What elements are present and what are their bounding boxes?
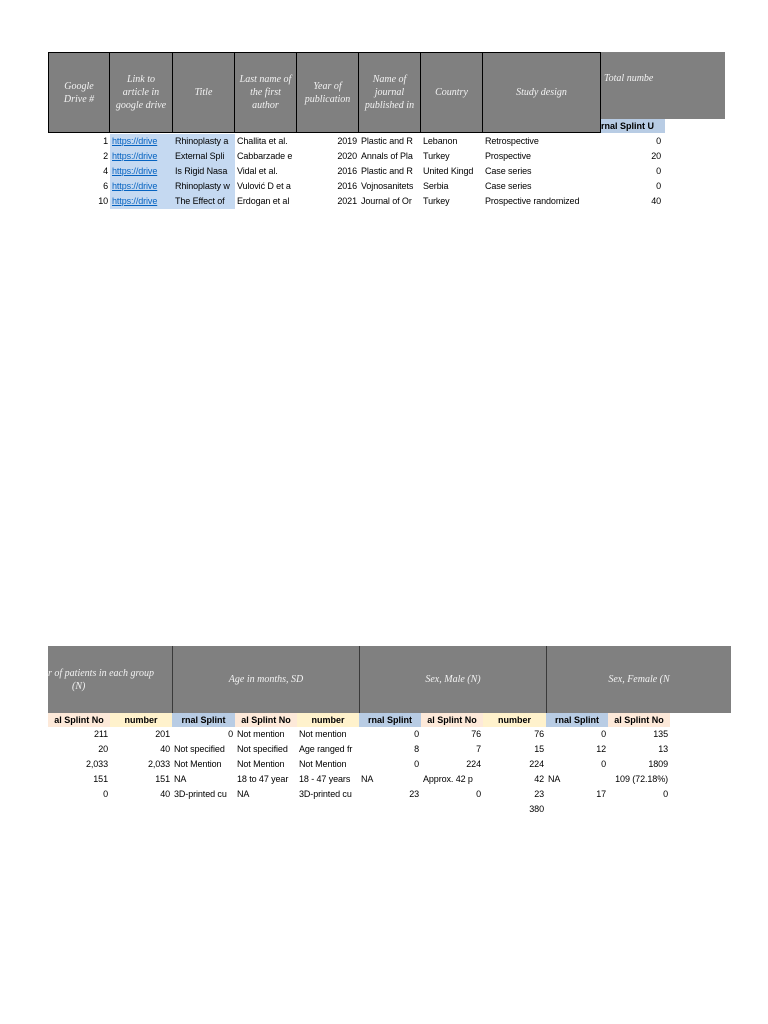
patients-number-cell: 40	[160, 789, 170, 799]
article-link[interactable]: https://drive	[110, 194, 173, 209]
male-number-cell: 15	[534, 744, 544, 754]
first-author-cell: Vulović D et a	[237, 181, 291, 191]
header-line: r of patients in each group	[48, 667, 155, 679]
female-splint-no-cell: 13	[658, 744, 668, 754]
header-line: published in	[364, 100, 415, 111]
age-number-cell: Not Mention	[299, 759, 347, 769]
female-external-splint-cell: NA	[548, 774, 561, 784]
article-link[interactable]: https://drive	[110, 134, 173, 149]
age-number-cell: Age ranged fr	[299, 744, 353, 754]
article-link[interactable]: https://drive	[110, 149, 173, 164]
country-cell: Turkey	[423, 196, 450, 206]
age-external-splint-cell: 3D-printed cu	[174, 789, 227, 799]
title-cell: Rhinoplasty w	[173, 179, 235, 194]
age-external-splint-cell: NA	[174, 774, 187, 784]
age-external-splint-cell: Not Mention	[174, 759, 222, 769]
study-design-cell: Retrospective	[485, 136, 539, 146]
header-line: Year of	[313, 80, 342, 92]
header-age	[172, 646, 359, 713]
female-splint-no-cell: 109 (72.18%)	[615, 774, 668, 784]
country-cell: Lebanon	[423, 136, 458, 146]
subheader-number: number	[110, 713, 172, 727]
header-line: Title	[194, 87, 213, 98]
header-link-to-article	[110, 53, 173, 132]
first-author-cell: Challita et al.	[237, 136, 288, 146]
female-splint-no-cell: 0	[663, 789, 668, 799]
female-external-splint-cell: 0	[601, 729, 606, 739]
country-cell: Turkey	[423, 151, 450, 161]
patients-number-cell: 151	[155, 774, 170, 784]
header-line: Sex, Male (N)	[425, 674, 481, 685]
bottom-table-subheader	[48, 713, 670, 727]
bottom-table-body	[48, 727, 670, 817]
male-splint-no-cell: 224	[466, 759, 481, 769]
subheader-number: number	[483, 713, 546, 727]
age-external-splint-cell	[172, 802, 235, 817]
header-line: Google	[64, 80, 94, 92]
bottom-table-header	[48, 646, 731, 713]
age-number-cell: 3D-printed cu	[299, 789, 352, 799]
male-splint-no-cell	[421, 802, 483, 817]
header-line: Total numbe	[604, 73, 654, 84]
country-cell: United Kingd	[423, 166, 474, 176]
male-number-total-cell: 380	[529, 804, 544, 814]
first-author-cell: Vidal et al.	[237, 166, 278, 176]
header-year	[297, 53, 359, 132]
header-journal	[359, 53, 421, 132]
header-google-drive-number	[49, 53, 110, 132]
patients-number-cell: 201	[155, 729, 170, 739]
title-cell: Is Rigid Nasa	[173, 164, 235, 179]
male-external-splint-cell: 23	[409, 789, 419, 799]
male-number-cell: 76	[534, 729, 544, 739]
article-link[interactable]: https://drive	[110, 164, 173, 179]
header-line: Last name of	[239, 74, 292, 85]
header-title	[173, 53, 235, 132]
patients-splint-no-cell: 211	[93, 729, 108, 739]
study-design-cell: Prospective randomized	[485, 196, 580, 206]
country-cell: Serbia	[423, 181, 449, 191]
age-number-cell: 18 - 47 years	[299, 774, 351, 784]
male-external-splint-cell: NA	[361, 774, 374, 784]
drive-number-cell: 4	[103, 166, 108, 176]
subheader-splint-no: al Splint No	[235, 713, 297, 727]
age-splint-no-cell: 18 to 47 year	[237, 774, 289, 784]
journal-cell: Journal of Or	[361, 196, 412, 206]
subheader-splint-no: al Splint No	[608, 713, 670, 727]
year-cell: 2021	[337, 196, 357, 206]
top-table-body	[48, 134, 663, 209]
female-splint-no-cell	[608, 802, 670, 817]
header-sex-male	[359, 646, 546, 713]
header-total-number	[601, 52, 725, 119]
patients-number-cell: 2,033	[147, 759, 170, 769]
subheader-splint-no: al Splint No	[421, 713, 483, 727]
year-cell: 2020	[337, 151, 357, 161]
year-cell: 2016	[337, 166, 357, 176]
header-line: (N)	[72, 680, 86, 692]
header-line: Sex, Female (N	[608, 674, 670, 685]
article-link[interactable]: https://drive	[110, 179, 173, 194]
header-line: google drive	[115, 100, 167, 111]
journal-cell: Vojnosanitets	[361, 181, 414, 191]
header-line: Link to	[126, 74, 156, 85]
female-external-splint-cell	[546, 802, 608, 817]
female-external-splint-cell: 12	[596, 744, 606, 754]
journal-cell: Plastic and R	[361, 136, 413, 146]
title-cell: The Effect of	[173, 194, 235, 209]
male-external-splint-cell: 0	[414, 729, 419, 739]
header-study-design	[483, 53, 600, 132]
age-splint-no-cell: Not mention	[237, 729, 285, 739]
header-line: journal	[374, 87, 405, 98]
patients-number-cell: 40	[160, 744, 170, 754]
female-splint-no-cell: 135	[653, 729, 668, 739]
header-line: Country	[435, 87, 468, 98]
header-patients-per-group	[48, 646, 172, 713]
age-splint-no-cell: Not Mention	[237, 759, 285, 769]
age-splint-no-cell: Not specified	[237, 744, 288, 754]
header-line: article in	[122, 87, 160, 98]
header-sex-female	[546, 646, 731, 713]
header-line: Drive #	[63, 93, 95, 105]
study-design-cell: Case series	[485, 166, 532, 176]
male-splint-no-cell: Approx. 42 p	[423, 774, 473, 784]
patients-splint-no-cell: 151	[93, 774, 108, 784]
drive-number-cell: 1	[103, 136, 108, 146]
header-first-author	[235, 53, 297, 132]
patients-splint-no-cell: 0	[103, 789, 108, 799]
subheader-external-splint: rnal Splint	[546, 713, 608, 727]
male-splint-no-cell: 76	[471, 729, 481, 739]
study-design-cell: Case series	[485, 181, 532, 191]
age-splint-no-cell	[235, 802, 297, 817]
header-line: Age in months, SD	[228, 674, 304, 685]
age-external-splint-cell: Not specified	[174, 744, 225, 754]
header-line: Study design	[516, 87, 567, 98]
study-design-cell: Prospective	[485, 151, 531, 161]
header-line: publication	[304, 93, 351, 105]
year-cell: 2019	[337, 136, 357, 146]
total-number-cell: 20	[651, 151, 661, 161]
journal-cell: Annals of Pla	[361, 151, 413, 161]
female-external-splint-cell: 0	[601, 759, 606, 769]
header-line: the first	[250, 87, 281, 98]
header-line: Name of	[372, 74, 407, 85]
total-number-cell: 40	[651, 196, 661, 206]
female-splint-no-cell: 1809	[648, 759, 668, 769]
male-external-splint-cell	[359, 802, 421, 817]
first-author-cell: Erdogan et al	[237, 196, 290, 206]
male-splint-no-cell: 7	[476, 744, 481, 754]
patients-splint-no-cell: 2,033	[85, 759, 108, 769]
total-number-subheader: rnal Splint U	[601, 119, 665, 133]
subheader-external-splint: rnal Splint	[359, 713, 421, 727]
male-external-splint-cell: 8	[414, 744, 419, 754]
total-number-cell: 0	[656, 181, 661, 191]
total-number-cell: 0	[656, 166, 661, 176]
subheader-number: number	[297, 713, 359, 727]
subheader-external-splint: rnal Splint	[172, 713, 235, 727]
total-number-cell: 0	[656, 136, 661, 146]
header-country	[421, 53, 483, 132]
male-external-splint-cell: 0	[414, 759, 419, 769]
drive-number-cell: 2	[103, 151, 108, 161]
patients-number-cell	[110, 802, 172, 817]
female-external-splint-cell: 17	[596, 789, 606, 799]
year-cell: 2016	[337, 181, 357, 191]
journal-cell: Plastic and R	[361, 166, 413, 176]
male-number-cell: 42	[534, 774, 544, 784]
title-cell: External Spli	[173, 149, 235, 164]
drive-number-cell: 10	[98, 196, 108, 206]
age-number-cell	[297, 802, 359, 817]
first-author-cell: Cabbarzade e	[237, 151, 293, 161]
patients-splint-no-cell	[48, 802, 110, 817]
male-number-cell: 224	[529, 759, 544, 769]
title-cell: Rhinoplasty a	[173, 134, 235, 149]
subheader-splint-no: al Splint No	[48, 713, 110, 727]
header-line: author	[252, 100, 279, 111]
male-number-cell: 23	[534, 789, 544, 799]
male-splint-no-cell: 0	[476, 789, 481, 799]
patients-splint-no-cell: 20	[98, 744, 108, 754]
age-splint-no-cell: NA	[237, 789, 250, 799]
age-external-splint-cell: 0	[228, 729, 233, 739]
age-number-cell: Not mention	[299, 729, 347, 739]
drive-number-cell: 6	[103, 181, 108, 191]
top-table-header	[48, 52, 601, 133]
